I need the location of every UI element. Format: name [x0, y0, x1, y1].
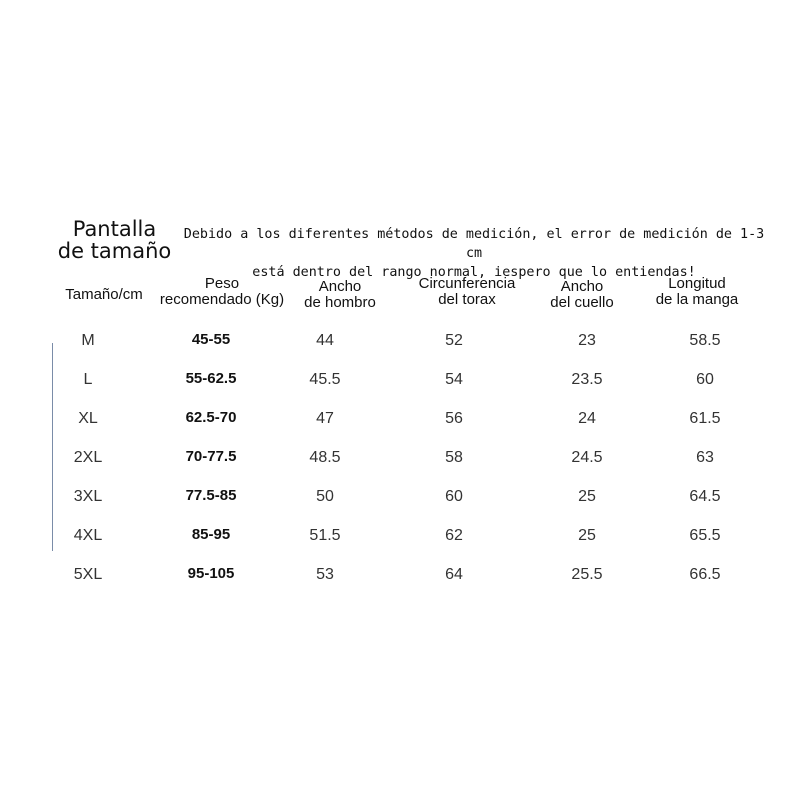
- cell-neck: 24: [578, 410, 596, 427]
- cell-weight: 70-77.5: [185, 448, 237, 465]
- cell-chest: 56: [445, 410, 463, 427]
- cell-neck: 24.5: [571, 449, 603, 466]
- cell-shoulder: 50: [316, 488, 334, 505]
- cell-size: 4XL: [73, 527, 103, 544]
- cell-shoulder: 51.5: [309, 527, 341, 544]
- row-divider-line: [52, 343, 53, 551]
- cell-sleeve: 63: [696, 449, 714, 466]
- header-shoulder: Ancho de hombro: [304, 278, 376, 311]
- cell-sleeve: 60: [696, 371, 714, 388]
- title-line-1: Pantalla: [72, 217, 157, 241]
- cell-weight: 45-55: [191, 331, 231, 348]
- cell-chest: 54: [445, 371, 463, 388]
- cell-neck: 25.5: [571, 566, 603, 583]
- header-sleeve: Longitud de la manga: [655, 275, 739, 308]
- note-line-1: Debido a los diferentes métodos de medición, el error de medición de 1-3 cm: [183, 227, 765, 261]
- cell-sleeve: 66.5: [689, 566, 721, 583]
- cell-sleeve: 58.5: [689, 332, 721, 349]
- cell-sleeve: 64.5: [689, 488, 721, 505]
- cell-weight: 85-95: [191, 526, 231, 543]
- cell-neck: 23.5: [571, 371, 603, 388]
- cell-shoulder: 47: [316, 410, 334, 427]
- cell-size: 3XL: [73, 488, 103, 505]
- header-size: Tamaño/cm: [65, 286, 143, 303]
- cell-size: M: [81, 332, 95, 349]
- header-weight: Peso recomendado (Kg): [159, 275, 285, 308]
- page-title: [52, 218, 177, 262]
- cell-neck: 25: [578, 527, 596, 544]
- cell-neck: 25: [578, 488, 596, 505]
- cell-size: 5XL: [73, 566, 103, 583]
- header-chest: Circunferencia del torax: [418, 275, 516, 308]
- cell-shoulder: 45.5: [309, 371, 341, 388]
- cell-chest: 60: [445, 488, 463, 505]
- title-line-2: de tamaño: [57, 239, 172, 263]
- cell-shoulder: 44: [316, 332, 334, 349]
- cell-weight: 55-62.5: [185, 370, 237, 387]
- cell-size: L: [83, 371, 93, 388]
- measurement-note: [174, 225, 774, 282]
- cell-size: 2XL: [73, 449, 103, 466]
- cell-chest: 64: [445, 566, 463, 583]
- cell-neck: 23: [578, 332, 596, 349]
- cell-chest: 62: [445, 527, 463, 544]
- cell-chest: 58: [445, 449, 463, 466]
- cell-sleeve: 61.5: [689, 410, 721, 427]
- cell-size: XL: [78, 410, 98, 427]
- cell-weight: 62.5-70: [185, 409, 237, 426]
- cell-weight: 95-105: [187, 565, 235, 582]
- cell-sleeve: 65.5: [689, 527, 721, 544]
- header-neck: Ancho del cuello: [550, 278, 614, 311]
- cell-weight: 77.5-85: [185, 487, 237, 504]
- cell-shoulder: 53: [316, 566, 334, 583]
- cell-chest: 52: [445, 332, 463, 349]
- cell-shoulder: 48.5: [309, 449, 341, 466]
- note-line-2: está dentro del rango normal, iespero que lo entiendas!: [252, 265, 696, 280]
